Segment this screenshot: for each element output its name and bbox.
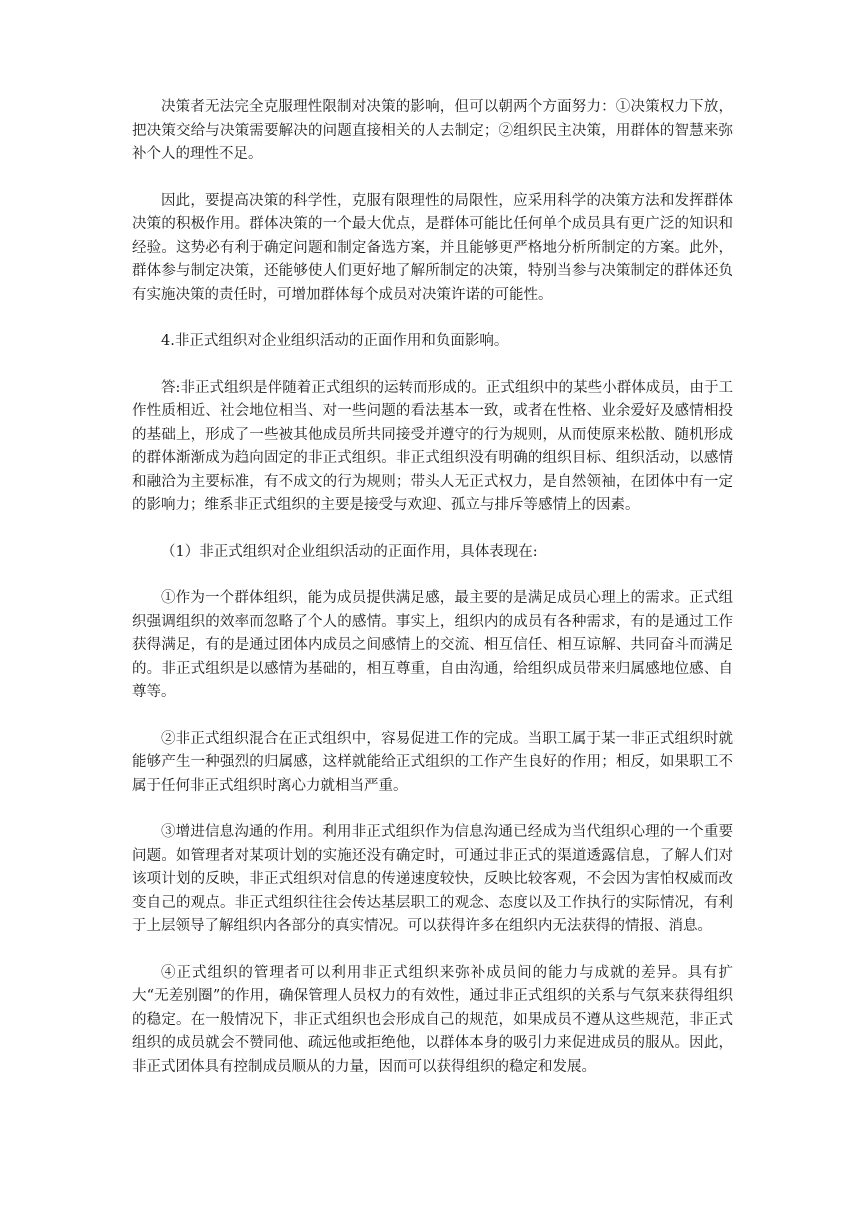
paragraph-point-4: ④正式组织的管理者可以利用非正式组织来弥补成员间的能力与成就的差异。具有扩大“无差别圈”的作用，确保管理人员权力的有效性，通过非正式组织的关系与气氛来获得组织的稳定。在一般情况下，非正式组织也会形成自己的规范，如果成员不遵从这些规范，非正式组织的成员就会不赞同他、疏远他或拒绝他，以群体本身的吸引力来促进成员的服从。因此，非正式团体具有控制成员顺从的力量，因而可以获得组织的稳定和发展。 xyxy=(132,964,733,1075)
question-heading: 4.非正式组织对企业组织活动的正面作用和负面影响。 xyxy=(161,333,509,349)
paragraph-decision-limits: 决策者无法完全克服理性限制对决策的影响，但可以朝两个方面努力：①决策权力下放，把决策交给与决策需要解决的问题直接相关的人去制定；②组织民主决策，用群体的智慧来弥补个人的理性不足。 xyxy=(132,99,733,162)
paragraph-answer: 答:非正式组织是伴随着正式组织的运转而形成的。正式组织中的某些小群体成员，由于工作性质相近、社会地位相当、对一些问题的看法基本一致，或者在性格、业余爱好及感情相投的基础上，形成了一些被其他成员所共同接受并遵守的行为规则，从而使原来松散、随机形成的群体渐渐成为趋向固定的非正式组织。非正式组织没有明确的组织目标、组织活动，以感情和融洽为主要标准，有不成文的行为规则；带头人无正式权力，是自然领袖，在团体中有一定的影响力；维系非正式组织的主要是接受与欢迎、孤立与排斥等感情上的因素。 xyxy=(132,379,733,513)
paragraph-group-decision: 因此，要提高决策的科学性，克服有限理性的局限性，应采用科学的决策方法和发挥群体决策的积极作用。群体决策的一个最大优点，是群体可能比任何单个成员具有更广泛的知识和经验。这势必有利于确定问题和制定备选方案，并且能够更严格地分析所制定的方案。此外，群体参与制定决策，还能够使人们更好地了解所制定的决策，特别当参与决策制定的群体还负有实施决策的责任时，可增加群体每个成员对决策许诺的可能性。 xyxy=(132,192,733,303)
subheading-positive-effects: （1）非正式组织对企业组织活动的正面作用，具体表现在: xyxy=(161,543,538,560)
paragraph-point-2: ②非正式组织混合在正式组织中，容易促进工作的完成。当职工属于某一非正式组织时就能够产生一种强烈的归属感，这样就能给正式组织的工作产生良好的作用；相反，如果职工不属于任何非正式组织时离心力就相当严重。 xyxy=(132,730,733,794)
paragraph-point-1: ①作为一个群体组织，能为成员提供满足感，最主要的是满足成员心理上的需求。正式组织强调组织的效率而忽略了个人的感情。事实上，组织内的成员有各种需求，有的是通过工作获得满足，有的是通过团体内成员之间感情上的交流、相互信任、相互谅解、共同奋斗而满足的。非正式组织是以感情为基础的，相互尊重，自由沟通，给组织成员带来归属感地位感、自尊等。 xyxy=(132,590,733,700)
paragraph-point-3: ③增进信息沟通的作用。利用非正式组织作为信息沟通已经成为当代组织心理的一个重要问题。如管理者对某项计划的实施还没有确定时，可通过非正式的渠道透露信息，了解人们对该项计划的反映，非正式组织对信息的传递速度较快，反映比较客观，不会因为害怕权威而改变自己的观点。非正式组织往往会传达基层职工的观念、态度以及工作执行的实际情况，有利于上层领导了解组织内各部分的真实情况。可以获得许多在组织内无法获得的情报、消息。 xyxy=(132,824,733,934)
